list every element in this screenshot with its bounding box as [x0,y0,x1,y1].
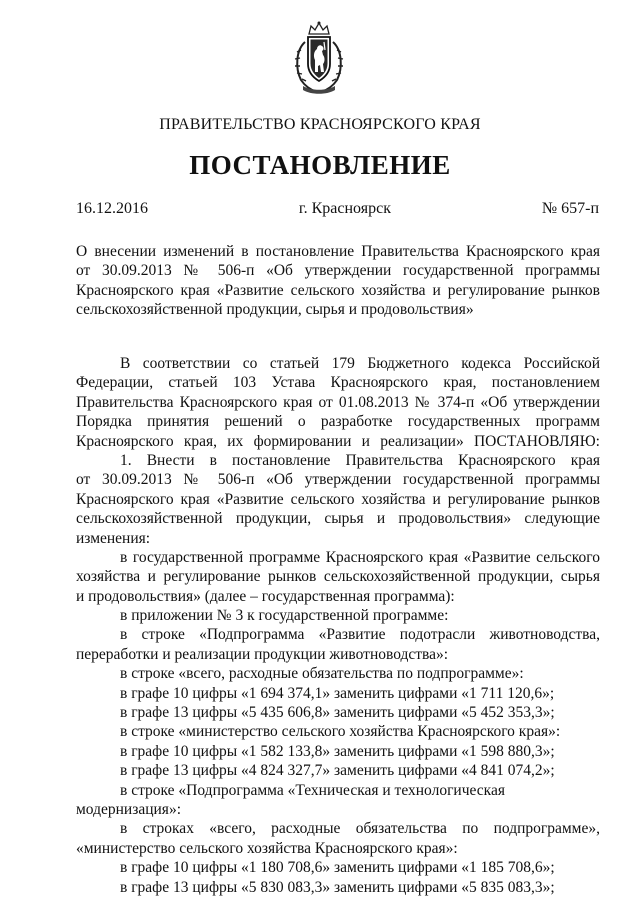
body-line: В соответствии со статьей 179 Бюджетного кодекса Российской [120,355,600,372]
body-line: Порядка принятия решений о разработке государственных программ [76,413,600,431]
body-line: Красноярского края, их формировании и реализации» ПОСТАНОВЛЯЮ: [76,432,600,450]
body-line: от 30.09.2013 № 506-п «Об утверждении государственной программы [76,471,600,489]
body-line: изменения: [76,529,151,547]
body-line: переработки и реализации продукции животноводства»: [76,645,449,663]
body-line: в строке «министерство сельского хозяйства Красноярского края»: [120,723,561,741]
body-line: Красноярского края «Развитие сельского хозяйства и регулирование рынков [76,490,600,508]
document-meta-row [76,200,599,220]
body-line: Правительства Красноярского края от 01.08.2013 № 374-п «Об утверждении [76,393,600,411]
body-line: в строках «всего, расходные обязательства по подпрограмме», [120,820,600,838]
subject-line: Красноярского края «Развитие сельского хозяйства и регулирование рынков [76,281,600,299]
body-line: хозяйства и регулирование рынков сельскохозяйственной продукции, сырья [76,568,600,586]
document-body [76,354,600,897]
body-line: в государственной программе Красноярского края «Развитие сельского [120,548,600,566]
body-line: сельскохозяйственной продукции, сырья и продовольствия» следующие [76,510,600,528]
body-line: в графе 10 цифры «1 180 708,6» заменить цифрами «1 185 708,6»; [120,859,555,877]
body-line: модернизация»: [76,800,181,818]
body-line: в графе 13 цифры «5 435 606,8» заменить цифрами «5 452 353,3»; [120,704,555,722]
coat-of-arms-icon [291,20,347,96]
document-number: № 657-п [541,200,599,217]
body-line: в строке «Подпрограмма «Развитие подотрасли животноводства, [120,626,600,644]
body-line: и продовольствия» (далее – государственная программа): [76,587,455,605]
subject-line: от 30.09.2013 № 506-п «Об утверждении государственной программы [76,262,600,280]
document-date: 16.12.2016 [76,200,148,217]
body-line: в графе 13 цифры «5 830 083,3» заменить цифрами «5 835 083,3»; [120,878,555,896]
subject-line: сельскохозяйственной продукции, сырья и продовольствия» [76,301,474,319]
body-line: в графе 10 цифры «1 582 133,8» заменить цифрами «1 598 880,3»; [120,742,555,760]
body-line: «министерство сельского хозяйства Красноярского края»: [76,839,458,857]
body-line: Федерации, статьей 103 Устава Красноярского края, постановлением [76,374,600,392]
body-line: в строке «всего, расходные обязательства по подпрограмме»: [120,665,524,683]
body-line: в графе 13 цифры «4 824 327,7» заменить цифрами «4 841 074,2»; [120,762,555,780]
body-line: в приложении № 3 к государственной программе: [120,607,449,625]
body-line: 1. Внести в постановление Правительства Красноярского края [120,451,600,469]
document-city: г. Красноярск [298,200,391,217]
document-type-title: ПОСТАНОВЛЕНИЕ [189,150,451,180]
government-name: ПРАВИТЕЛЬСТВО КРАСНОЯРСКОГО КРАЯ [159,116,481,133]
subject-line: О внесении изменений в постановление Правительства Красноярского края [76,243,600,260]
document-subject [76,242,600,320]
body-line: в графе 10 цифры «1 694 374,1» заменить цифрами «1 711 120,6»; [120,684,555,702]
body-line: в строке «Подпрограмма «Техническая и технологическая [120,781,505,799]
